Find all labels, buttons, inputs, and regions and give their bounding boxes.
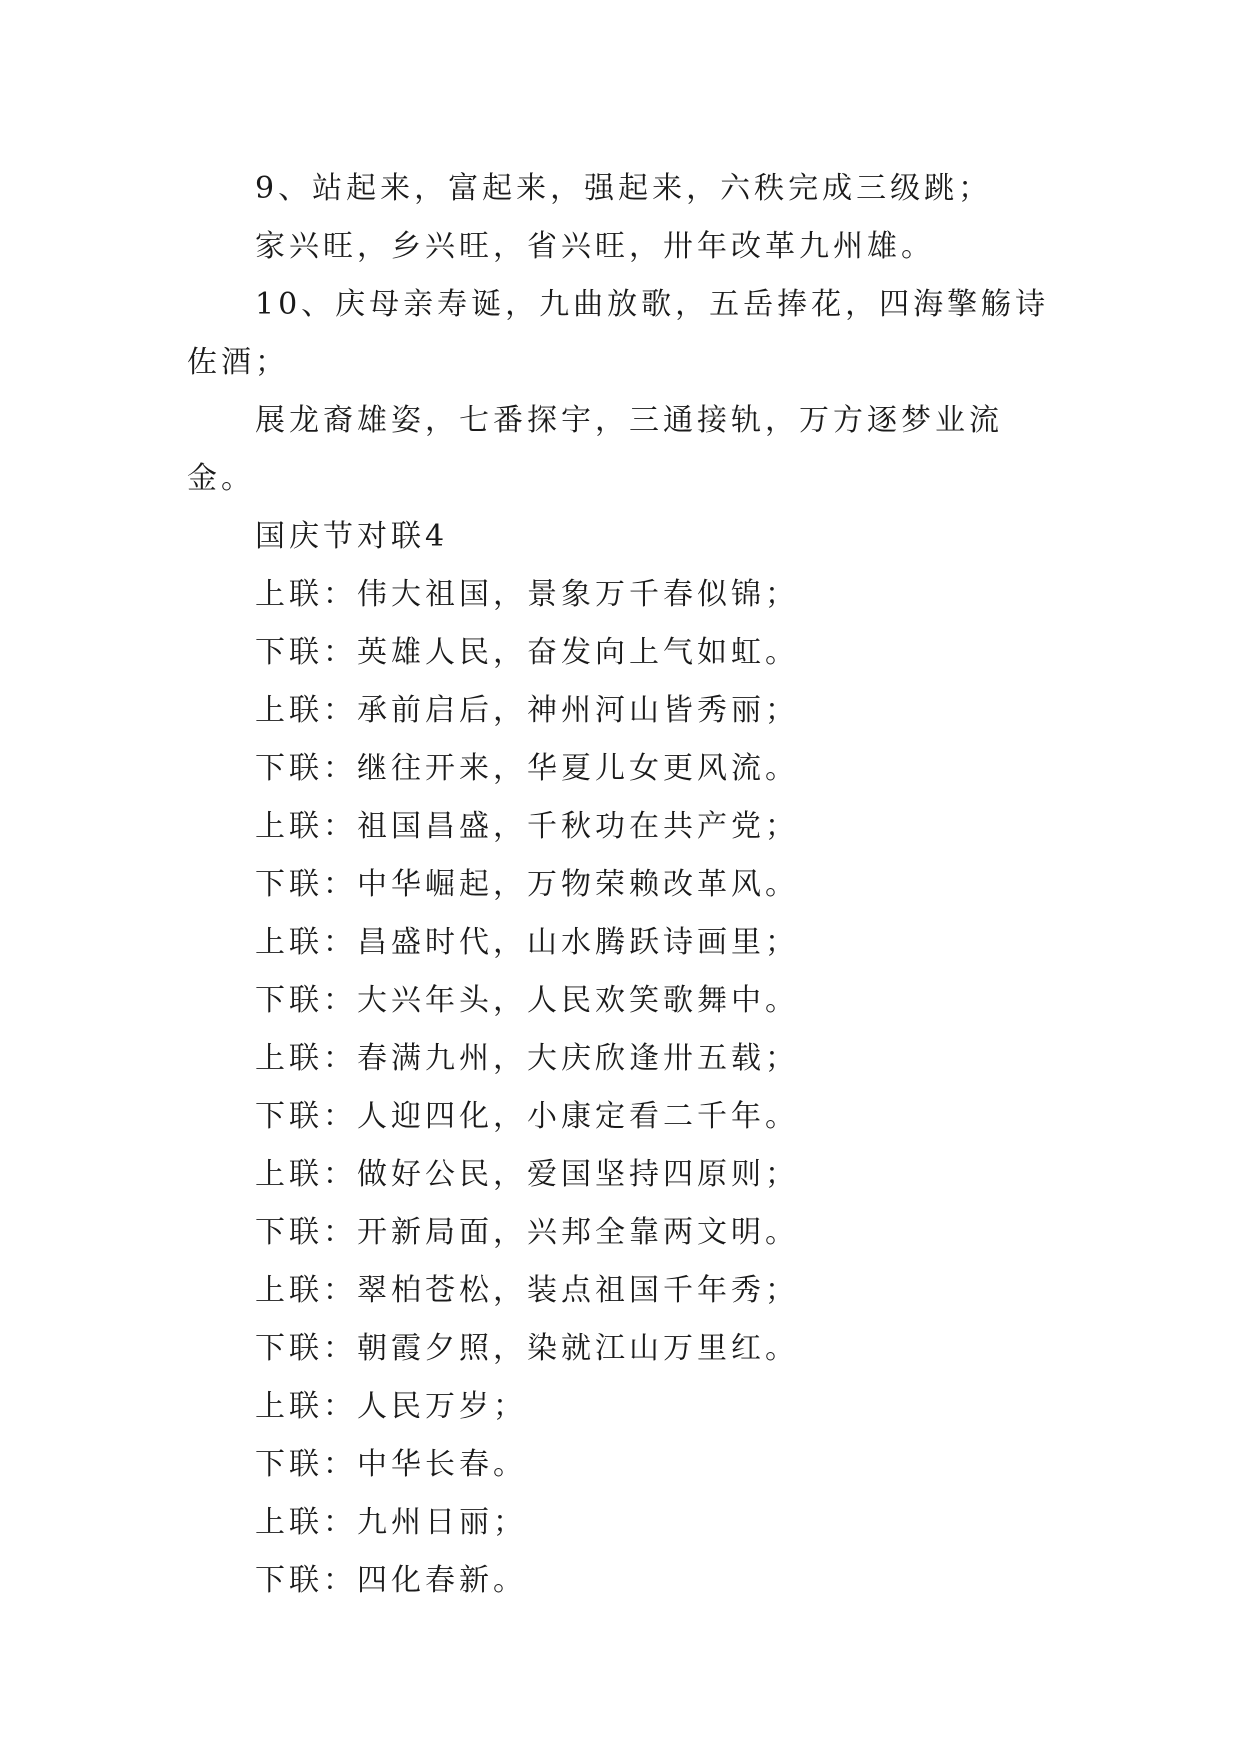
couplet-9-upper: 9、站起来，富起来，强起来，六秩完成三级跳； <box>255 171 993 206</box>
couplet-line: 下联：继往开来，华夏儿女更风流。 <box>255 751 799 786</box>
couplet-line: 下联：中华长春。 <box>255 1447 527 1482</box>
couplet-line: 上联：人民万岁； <box>255 1389 527 1424</box>
couplet-line: 上联：九州日丽； <box>255 1505 527 1540</box>
couplet-line: 上联：承前启后，神州河山皆秀丽； <box>255 693 799 728</box>
couplet-line: 下联：大兴年头，人民欢笑歌舞中。 <box>255 983 799 1018</box>
couplet-line: 上联：昌盛时代，山水腾跃诗画里； <box>255 925 799 960</box>
section-heading: 国庆节对联4 <box>255 519 449 554</box>
couplet-line: 下联：朝霞夕照，染就江山万里红。 <box>255 1331 799 1366</box>
couplet-line: 下联：开新局面，兴邦全靠两文明。 <box>255 1215 799 1250</box>
couplet-line: 上联：做好公民，爱国坚持四原则； <box>255 1157 799 1192</box>
couplet-line: 下联：人迎四化，小康定看二千年。 <box>255 1099 799 1134</box>
couplet-line: 下联：中华崛起，万物荣赖改革风。 <box>255 867 799 902</box>
couplet-line: 上联：伟大祖国，景象万千春似锦； <box>255 577 799 612</box>
couplet-line: 上联：春满九州，大庆欣逢卅五载； <box>255 1041 799 1076</box>
couplet-10-upper: 10、庆母亲寿诞，九曲放歌，五岳捧花，四海擎觞诗佐酒； <box>187 287 1050 380</box>
couplet-9-lower: 家兴旺，乡兴旺，省兴旺，卅年改革九州雄。 <box>255 229 935 264</box>
document-body <box>187 160 1067 1610</box>
couplet-line: 下联：英雄人民，奋发向上气如虹。 <box>255 635 799 670</box>
couplet-line: 下联：四化春新。 <box>255 1563 527 1598</box>
couplet-10-lower: 展龙裔雄姿，七番探宇，三通接轨，万方逐梦业流金。 <box>187 403 1003 496</box>
couplet-line: 上联：翠柏苍松，装点祖国千年秀； <box>255 1273 799 1308</box>
couplet-line: 上联：祖国昌盛，千秋功在共产党； <box>255 809 799 844</box>
